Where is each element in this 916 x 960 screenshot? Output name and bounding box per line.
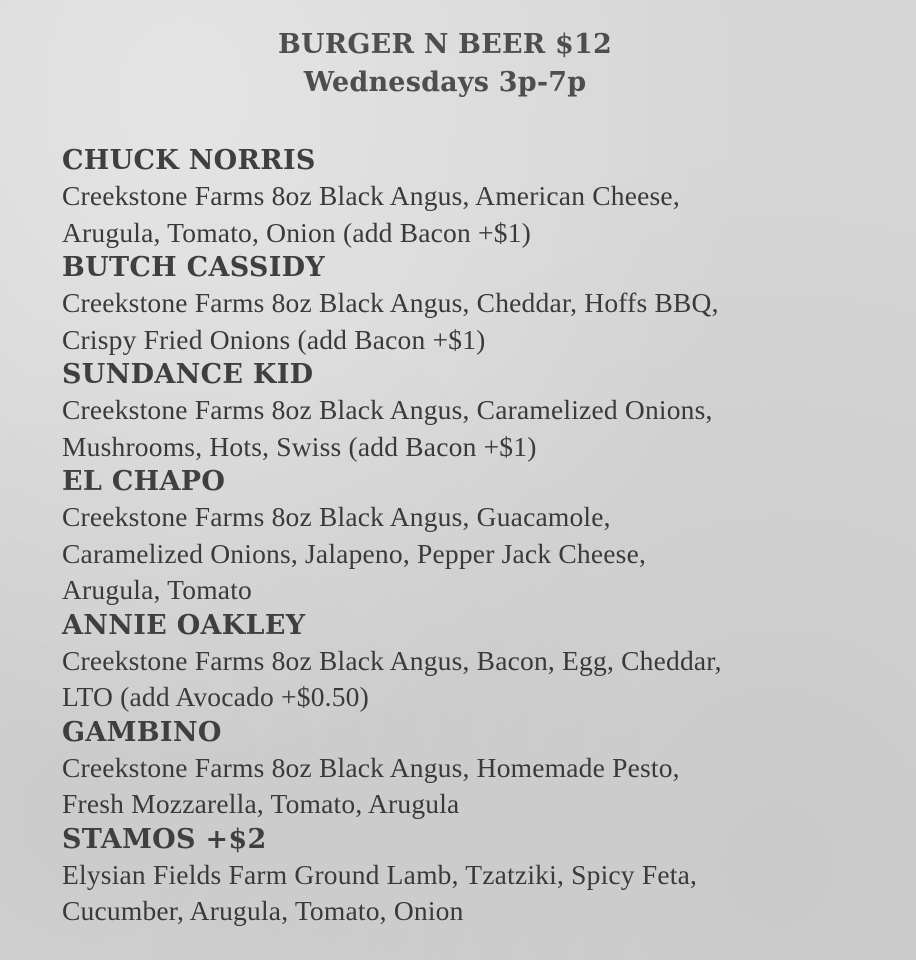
item-name: CHUCK NORRIS: [62, 145, 316, 176]
item-description: [62, 499, 892, 609]
description-line: Cucumber, Arugula, Tomato, Onion: [62, 895, 464, 926]
menu-item-butch-cassidy: [62, 251, 892, 358]
item-name: STAMOS +$2: [62, 823, 267, 855]
description-line: Creekstone Farms 8oz Black Angus, Cheddar, Hoffs BBQ,: [62, 287, 719, 318]
description-line: Creekstone Farms 8oz Black Angus, American Cheese,: [62, 180, 680, 211]
menu-item-annie-oakley: [62, 609, 892, 716]
item-name: EL CHAPO: [62, 466, 226, 497]
item-name: BUTCH CASSIDY: [62, 252, 325, 283]
item-name: ANNIE OAKLEY: [62, 609, 306, 641]
item-description: [62, 643, 892, 716]
item-description: [62, 285, 892, 358]
description-line: Creekstone Farms 8oz Black Angus, Guacamole,: [62, 501, 611, 532]
menu-subtitle: Wednesdays 3p-7p: [303, 67, 587, 98]
menu-list: [62, 144, 892, 930]
description-line: LTO (add Avocado +$0.50): [62, 681, 369, 712]
menu-item-el-chapo: [62, 465, 892, 609]
menu-item-stamos: [62, 823, 892, 930]
item-name: GAMBINO: [62, 716, 222, 748]
description-line: Elysian Fields Farm Ground Lamb, Tzatziki, Spicy Feta,: [62, 858, 698, 890]
description-line: Creekstone Farms 8oz Black Angus, Bacon, Egg, Cheddar,: [62, 644, 722, 676]
description-line: Arugula, Tomato: [62, 574, 252, 605]
description-line: Mushrooms, Hots, Swiss (add Bacon +$1): [62, 430, 537, 462]
item-description: [62, 178, 892, 251]
item-name: SUNDANCE KID: [62, 359, 314, 390]
description-line: Arugula, Tomato, Onion (add Bacon +$1): [62, 216, 531, 248]
menu-title: BURGER N BEER $12: [278, 29, 612, 60]
description-line: Crispy Fried Onions (add Bacon +$1): [62, 323, 486, 355]
item-description: [62, 857, 892, 930]
description-line: Caramelized Onions, Jalapeno, Pepper Jack Cheese,: [62, 537, 647, 569]
menu-item-gambino: [62, 716, 892, 823]
menu-item-chuck-norris: [62, 144, 892, 251]
item-description: [62, 392, 892, 465]
description-line: Creekstone Farms 8oz Black Angus, Homemade Pesto,: [62, 751, 680, 783]
description-line: Fresh Mozzarella, Tomato, Arugula: [62, 788, 460, 819]
description-line: Creekstone Farms 8oz Black Angus, Caramelized Onions,: [62, 394, 713, 425]
menu-item-sundance-kid: [62, 358, 892, 465]
item-description: [62, 750, 892, 823]
